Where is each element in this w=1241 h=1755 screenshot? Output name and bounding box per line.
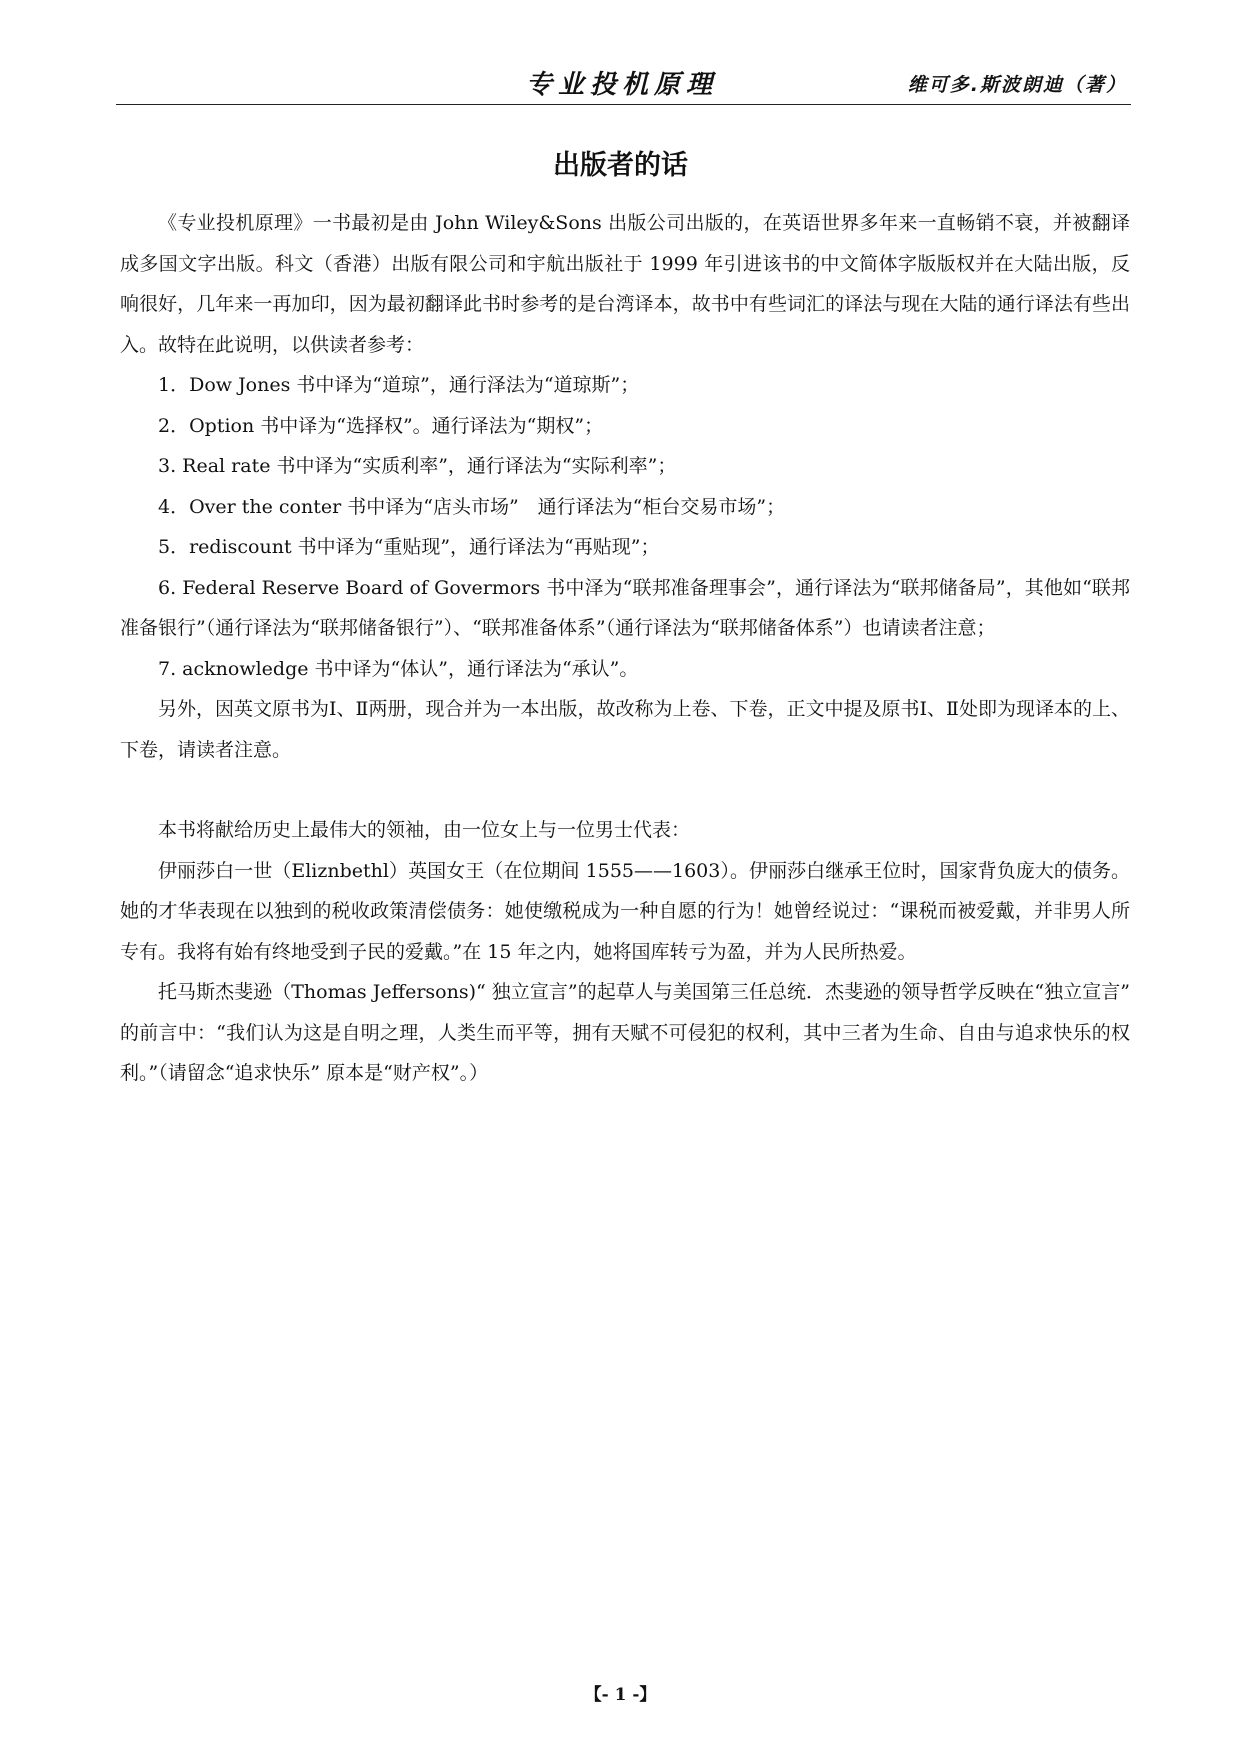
translation-note-7: 7. acknowledge 书中译为“体认”，通行译法为“承认”。: [158, 657, 639, 680]
dedication-intro: 本书将献给历史上最伟大的领袖，由一位女上与一位男士代表：: [158, 819, 691, 841]
translation-note-6: 6. Federal Reserve Board of Govermors 书中泽为“联邦准备理事会”，通行译法为“联邦储备局”，其他如“联邦准备银行”（通行译法为“联邦储备银行”）、“联邦准备体系”（通行译法为“联邦储备体系”）也请读者注意；: [120, 576, 1130, 639]
page-header: [116, 56, 1131, 105]
volume-note-paragraph: 另外，因英文原书为Ⅰ、Ⅱ两册，现合并为一本出版，故改称为上卷、下卷，正文中提及原书Ⅰ、Ⅱ处即为现译本的上、下卷，请读者注意。: [120, 698, 1130, 761]
book-title: 专业投机原理: [526, 70, 719, 100]
page-number: 【- 1 -】: [584, 1685, 657, 1705]
author-credit: 维可多.斯波朗迪（著）: [907, 74, 1127, 96]
translation-note-5: 5．rediscount 书中译为“重贴现”，通行译法为“再贴现”；: [158, 536, 660, 558]
document-body: [120, 203, 1130, 1094]
dedication-jefferson: 托马斯杰斐逊（Thomas Jeffersons)“ 独立宣言”的起草人与美国第三任总统．杰斐逊的领导哲学反映在“独立宣言” 的前言中：“我们认为这是自明之理，人类生而平等，拥有天赋不可侵犯的权利，其中三者为生命、自由与追求快乐的权利。”（请留念“追求快乐” 原本是“财产权”。）: [120, 981, 1130, 1084]
section-spacer: [120, 770, 1130, 810]
page-title: 出版者的话: [553, 150, 688, 181]
translation-note-2: 2．Option 书中译为“选择权”。通行译法为“期权”；: [158, 414, 604, 437]
dedication-elizabeth: 伊丽莎白一世（Eliznbethl）英国女王（在位期间 1555——1603）。伊丽莎白继承王位时，国家背负庞大的债务。她的才华表现在以独到的税收政策清偿债务：她使缴税成为一种自愿的行为！她曾经说过：“课税而被爱戴，并非男人所专有。我将有始有终地受到子民的爱戴。”在 15 年之内，她将国库转亏为盈，并为人民所热爱。: [120, 859, 1130, 963]
intro-paragraph: 《专业投机原理》一书最初是由 John Wiley&Sons 出版公司出版的，在英语世界多年来一直畅销不衰，并被翻译成多国文字出版。科文（香港）出版有限公司和宇航出版社于 1999 年引进该书的中文简体字版版权并在大陆出版，反响很好，几年来一再加印，因为最初翻译此书时参考的是台湾译本，故书中有些词汇的译法与现在大陆的通行译法有些出入。故特在此说明，以供读者参考：: [120, 212, 1130, 356]
translation-note-1: 1．Dow Jones 书中译为“道琼”，通行泽法为“道琼斯”；: [158, 374, 640, 396]
translation-note-4: 4．Over the conter 书中译为“店头市场” 通行译法为“柜台交易市场”；: [158, 495, 786, 518]
translation-note-3: 3. Real rate 书中译为“实质利率”，通行译法为“实际利率”；: [158, 455, 677, 477]
